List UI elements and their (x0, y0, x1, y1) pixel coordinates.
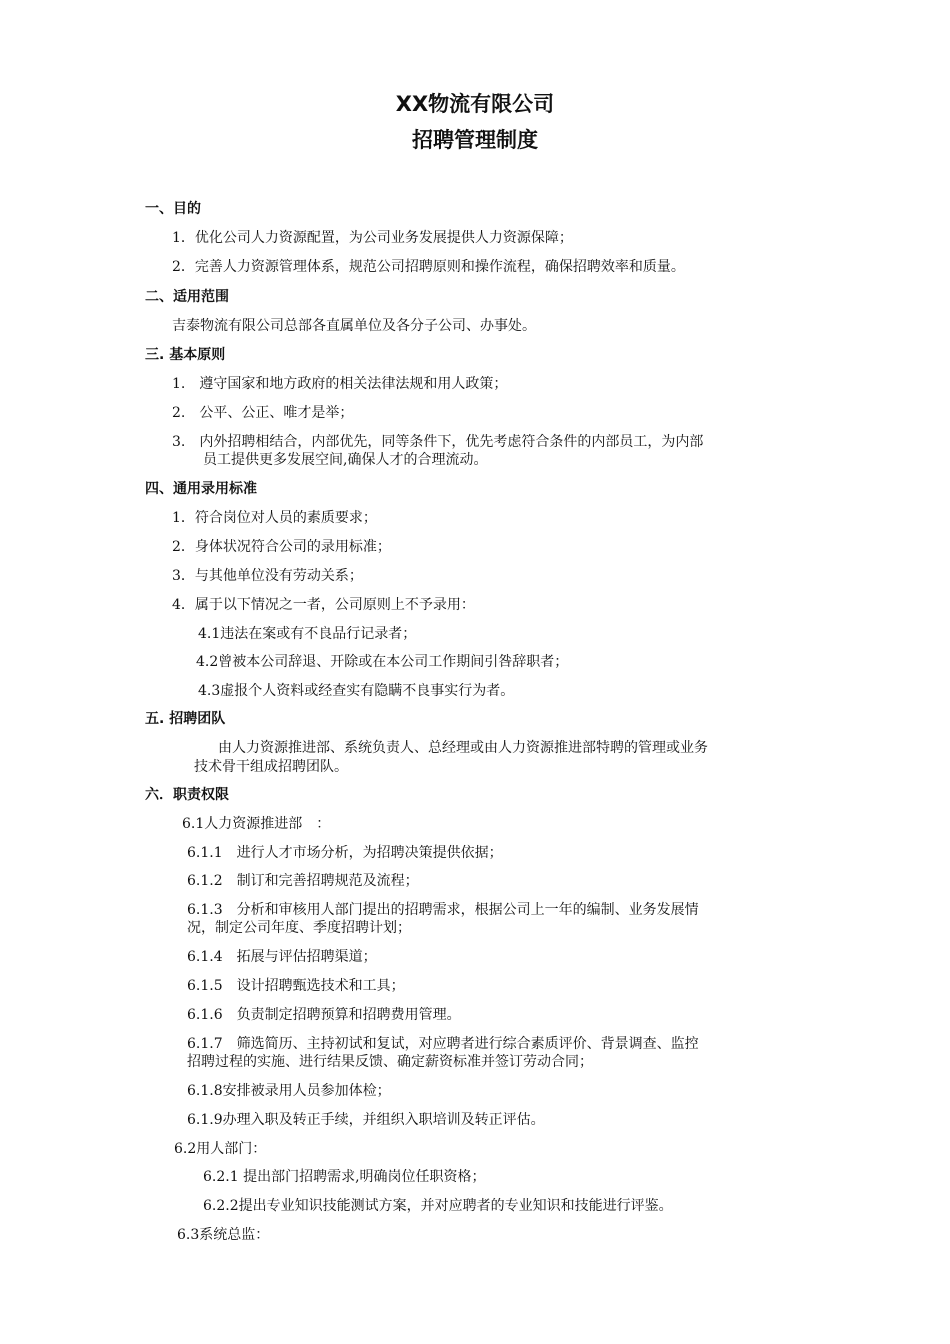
paragraph: 吉泰物流有限公司总部各直属单位及各分子公司、办事处。 (172, 318, 536, 334)
sub-list-item: 4.2曾被本公司辞退、开除或在本公司工作期间引咎辞职者； (196, 654, 569, 670)
list-item-continuation: 招聘过程的实施、进行结果反馈、确定薪资标准并签订劳动合同； (187, 1054, 593, 1070)
section-heading-purpose: 一、目的 (145, 201, 201, 217)
sub-list-item: 4.1违法在案或有不良品行记录者； (198, 626, 417, 642)
list-item: 6.1.8安排被录用人员参加体检； (187, 1083, 391, 1099)
list-item: 3. 内外招聘相结合，内部优先，同等条件下，优先考虑符合条件的内部员工，为内部 (172, 434, 704, 450)
list-item: 2．完善人力资源管理体系，规范公司招聘原则和操作流程，确保招聘效率和质量。 (172, 259, 685, 275)
list-item: 4．属于以下情况之一者，公司原则上不予录用： (172, 597, 475, 613)
list-item: 6.1.6 负责制定招聘预算和招聘费用管理。 (187, 1007, 461, 1023)
company-title: XX物流有限公司 (395, 92, 555, 116)
list-item: 1．优化公司人力资源配置，为公司业务发展提供人力资源保障； (172, 230, 573, 246)
section-heading-criteria: 四、通用录用标准 (145, 481, 257, 497)
list-item: 6.1.5 设计招聘甄选技术和工具； (187, 978, 405, 994)
section-heading-principles: 三. 基本原则 (145, 347, 226, 363)
list-item-continuation: 况，制定公司年度、季度招聘计划； (187, 920, 411, 936)
list-item: 1．符合岗位对人员的素质要求； (172, 510, 377, 526)
list-item: 6.2.1 提出部门招聘需求,明确岗位任职资格； (203, 1169, 486, 1185)
list-item: 6.1.3 分析和审核用人部门提出的招聘需求，根据公司上一年的编制、业务发展情 (187, 902, 699, 918)
list-item: 6.1.2 制订和完善招聘规范及流程； (187, 873, 419, 889)
list-item: 6.2.2提出专业知识技能测试方案，并对应聘者的专业知识和技能进行评鉴。 (203, 1198, 673, 1214)
subsection-heading: 6.3系统总监： (177, 1227, 270, 1243)
list-item: 3．与其他单位没有劳动关系； (172, 568, 363, 584)
section-heading-scope: 二、适用范围 (145, 289, 229, 305)
list-item: 6.1.9办理入职及转正手续，并组织入职培训及转正评估。 (187, 1112, 545, 1128)
document-title: 招聘管理制度 (412, 128, 538, 152)
subsection-heading: 6.2用人部门： (174, 1141, 267, 1157)
list-item: 2. 公平、公正、唯才是举； (172, 405, 354, 421)
paragraph: 由人力资源推进部、系统负责人、总经理或由人力资源推进部特聘的管理或业务 (218, 740, 708, 756)
list-item: 2．身体状况符合公司的录用标准； (172, 539, 391, 555)
list-item: 6.1.4 拓展与评估招聘渠道； (187, 949, 377, 965)
list-item: 6.1.7 筛选简历、主持初试和复试，对应聘者进行综合素质评价、背景调查、监控 (187, 1036, 699, 1052)
paragraph-continuation: 技术骨干组成招聘团队。 (194, 759, 348, 775)
section-heading-team: 五. 招聘团队 (145, 711, 226, 727)
section-heading-responsibilities: 六．职责权限 (145, 787, 229, 803)
subsection-heading: 6.1人力资源推进部 ： (182, 816, 331, 832)
list-item-continuation: 员工提供更多发展空间,确保人才的合理流动。 (203, 452, 488, 468)
list-item: 6.1.1 进行人才市场分析，为招聘决策提供依据； (187, 845, 503, 861)
list-item: 1. 遵守国家和地方政府的相关法律法规和用人政策； (172, 376, 508, 392)
sub-list-item: 4.3虚报个人资料或经查实有隐瞒不良事实行为者。 (198, 683, 515, 699)
